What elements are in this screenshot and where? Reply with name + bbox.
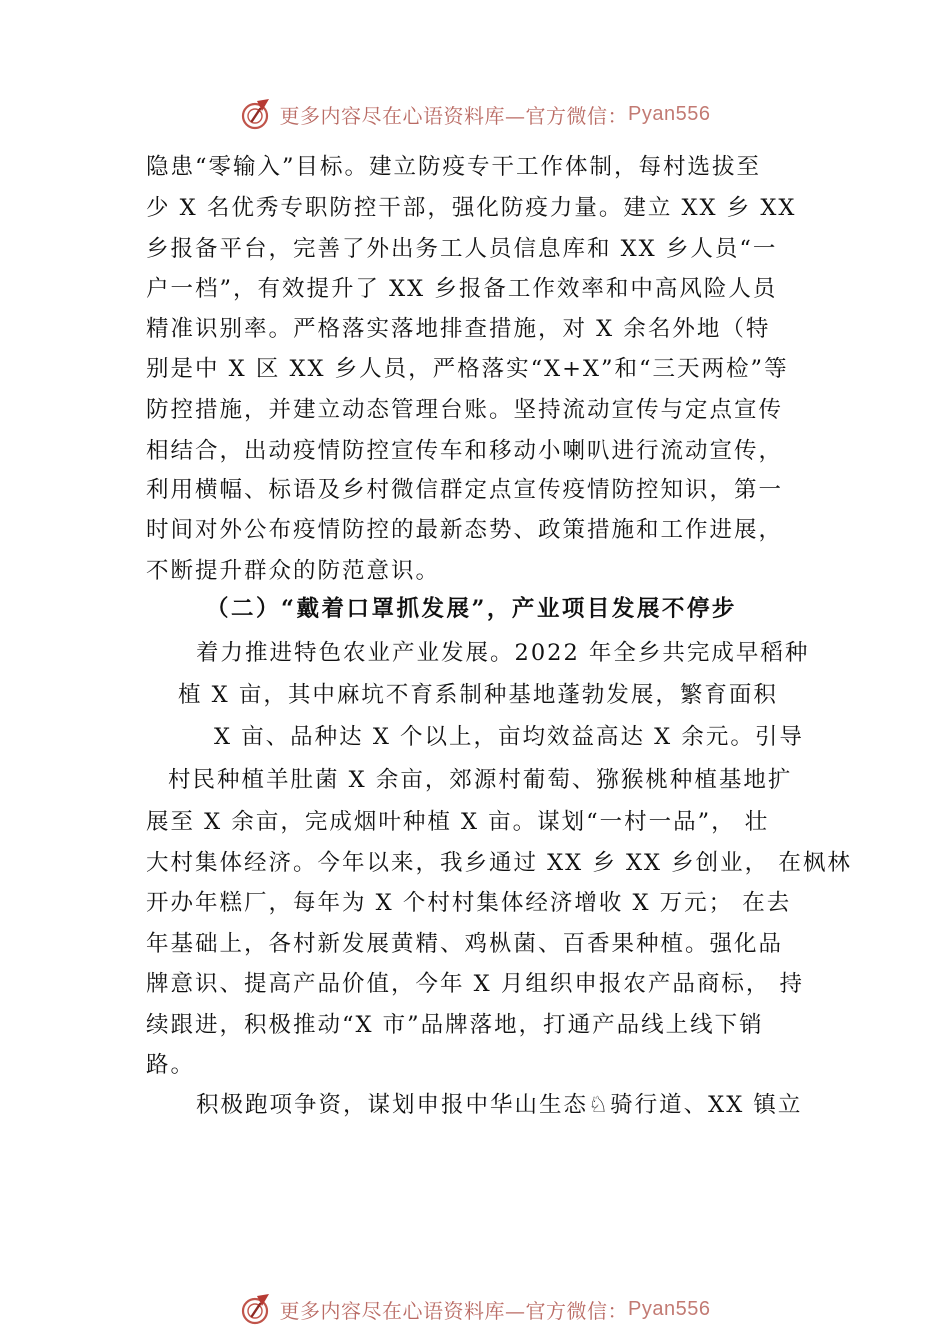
body-line: 大村集体经济。今年以来，我乡通过 XX 乡 XX 乡创业， 在枫林 bbox=[146, 850, 852, 876]
banner-wechat-id: Pyan556 bbox=[628, 102, 711, 125]
body-line: 植 X 亩，其中麻坑不育系制种基地蓬勃发展，繁育面积 bbox=[178, 682, 778, 708]
body-line: 牌意识、提高产品价值，今年 X 月组织申报农产品商标， 持 bbox=[146, 971, 804, 997]
body-line: 时间对外公布疫情防控的最新态势、政策措施和工作进展， bbox=[146, 517, 784, 543]
banner-text: 更多内容尽在心语资料库—官方微信： bbox=[279, 1298, 629, 1323]
body-line: 积极跑项争资，谋划申报中华山生态♘骑行道、XX 镇立 bbox=[196, 1092, 803, 1118]
body-line: 乡报备平台，完善了外出务工人员信息库和 XX 乡人员“一 bbox=[146, 236, 778, 262]
banner-text: 更多内容尽在心语资料库—官方微信： bbox=[279, 103, 629, 128]
brush-logo-icon bbox=[240, 1292, 274, 1326]
body-line: 村民种植羊肚菌 X 余亩，郊源村葡萄、猕猴桃种植基地扩 bbox=[168, 767, 793, 793]
body-line: 路。 bbox=[146, 1052, 196, 1078]
brush-logo-icon bbox=[240, 97, 274, 131]
header-watermark-banner bbox=[0, 94, 950, 134]
body-line: 着力推进特色农业产业发展。2022 年全乡共完成早稻种 bbox=[196, 640, 810, 666]
body-line: 隐患“零输入”目标。建立防疫专干工作体制，每村选拔至 bbox=[146, 154, 762, 180]
body-line: 精准识别率。严格落实落地排查措施，对 X 余名外地（特 bbox=[146, 316, 771, 342]
body-line: 年基础上，各村新发展黄精、鸡枞菌、百香果种植。强化品 bbox=[146, 931, 784, 957]
body-line: 开办年糕厂，每年为 X 个村村集体经济增收 X 万元； 在去 bbox=[146, 890, 792, 916]
body-line: 防控措施，并建立动态管理台账。坚持流动宣传与定点宣传 bbox=[146, 397, 784, 423]
body-line: 展至 X 余亩，完成烟叶种植 X 亩。谋划“一村一品”， 壮 bbox=[146, 809, 770, 835]
body-line: 少 X 名优秀专职防控干部，强化防疫力量。建立 XX 乡 XX bbox=[146, 195, 797, 221]
body-line: 续跟进，积极推动“X 市”品牌落地，打通产品线上线下销 bbox=[146, 1012, 764, 1038]
body-line: 户一档”，有效提升了 XX 乡报备工作效率和中高风险人员 bbox=[146, 276, 778, 302]
footer-watermark-banner bbox=[0, 1289, 950, 1329]
body-line: 相结合，出动疫情防控宣传车和移动小喇叭进行流动宣传， bbox=[146, 438, 784, 464]
body-line: 别是中 X 区 XX 乡人员，严格落实“X+X”和“三天两检”等 bbox=[146, 356, 789, 382]
body-line: X 亩、品种达 X 个以上，亩均效益高达 X 余元。引导 bbox=[214, 724, 804, 750]
banner-wechat-id: Pyan556 bbox=[628, 1297, 711, 1320]
section-heading: （二）“戴着口罩抓发展”，产业项目发展不停步 bbox=[206, 596, 737, 622]
body-line: 利用横幅、标语及乡村微信群定点宣传疫情防控知识，第一 bbox=[146, 477, 784, 503]
body-line: 不断提升群众的防范意识。 bbox=[146, 558, 441, 584]
